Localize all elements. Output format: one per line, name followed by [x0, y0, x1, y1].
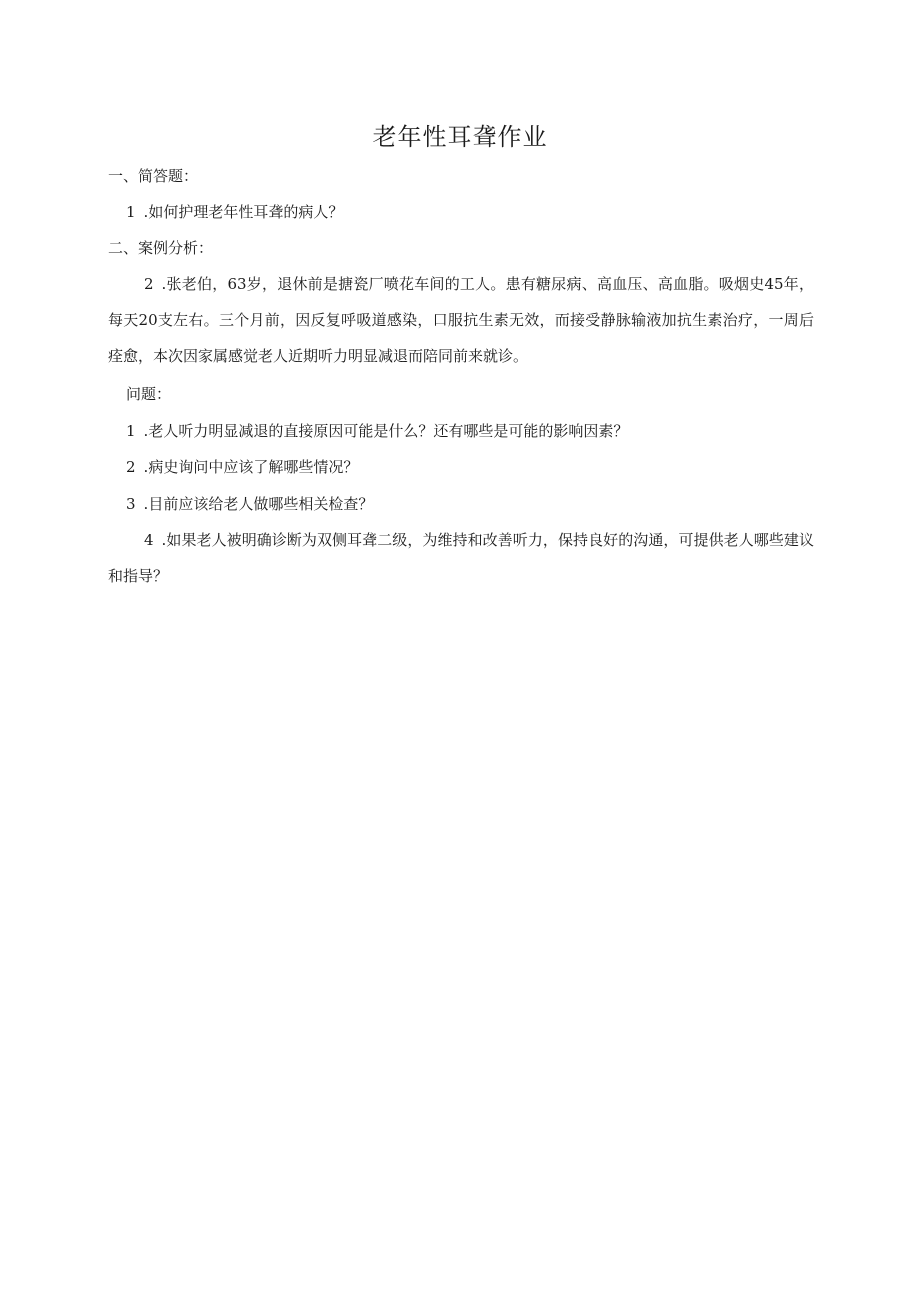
section-heading-case-analysis: 二、案例分析： — [108, 239, 214, 257]
sub-question-2 — [126, 457, 358, 477]
sub-question-3-number: 3 — [126, 495, 136, 513]
question-1-text: .如何护理老年性耳聋的病人？ — [143, 203, 344, 221]
sub-question-1-number: 1 — [126, 422, 136, 440]
sub-question-4-number: 4 — [144, 531, 154, 549]
questions-heading: 问题： — [126, 385, 172, 403]
sub-question-4-text: .如果老人被明确诊断为双侧耳聋二级，为维持和改善听力，保持良好的沟通，可提供老人哪些建议和指导？ — [108, 531, 814, 585]
sub-question-2-text: .病史询问中应该了解哪些情况？ — [143, 458, 359, 476]
document-title: 老年性耳聋作业 — [372, 123, 548, 151]
question-1 — [126, 202, 343, 222]
sub-question-3-text: .目前应该给老人做哪些相关检查？ — [143, 495, 374, 513]
section-heading-short-answer: 一、简答题： — [108, 167, 199, 185]
sub-question-1 — [126, 421, 628, 441]
sub-question-3 — [126, 494, 373, 514]
question-1-number: 1 — [126, 203, 136, 221]
case-text: .张老伯，63岁，退休前是搪瓷厂喷花车间的工人。患有糖尿病、高血压、高血脂。吸烟史45年，每天20支左右。三个月前，因反复呼吸道感染，口服抗生素无效，而接受静脉输液加抗生素治疗，一周后痊愈，本次因家属感觉老人近期听力明显减退而陪同前来就诊。 — [108, 275, 814, 365]
sub-question-1-text: .老人听力明显减退的直接原因可能是什么？还有哪些是可能的影响因素？ — [143, 422, 629, 440]
sub-question-2-number: 2 — [126, 458, 136, 476]
case-paragraph — [108, 266, 814, 374]
sub-question-4 — [108, 522, 814, 594]
case-number: 2 — [144, 275, 154, 293]
